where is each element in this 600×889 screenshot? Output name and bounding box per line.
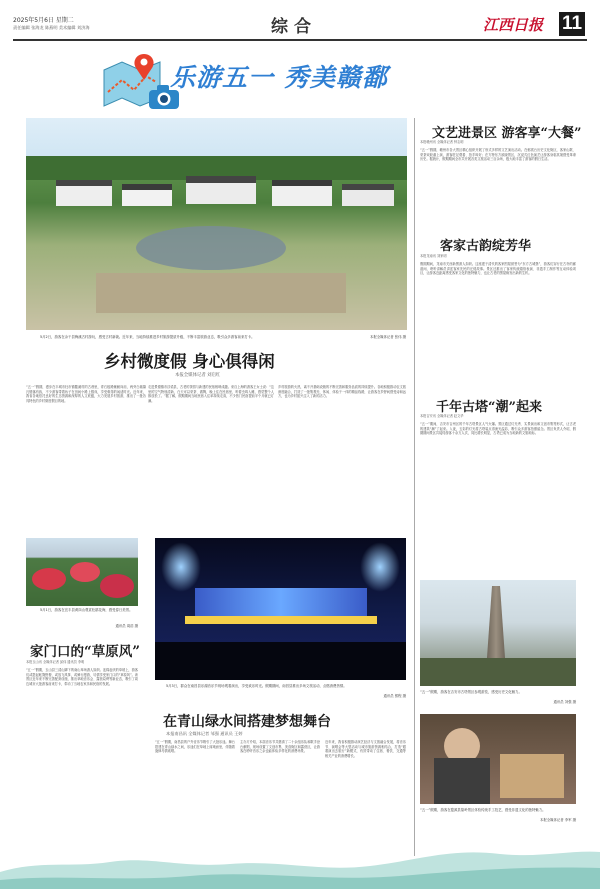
culture-story-title: 文艺进景区 游客享“大餐”	[432, 126, 582, 141]
photo-spotlight	[360, 542, 400, 592]
photo-spotlight	[161, 542, 201, 592]
azalea-photo-credit: 通讯员 周浩 摄	[115, 624, 138, 628]
editor-credits: 责任编辑 张海龙 陈燕明 美术编辑 刘济海	[13, 25, 90, 30]
culture-story-body: “五一”假期，赣州市各大景区精心组织开展了形式多样的文艺演出活动。在郁孤台历史文化街区，客家山歌、采茶戏轮番上演，游客驻足观看、拍手叫好；在方特东方欲晓景区，沉浸式红色演艺让游客身临其境感受革命历史。据统计，假期期间全市共开展各类文旅活动三百余场，极大地丰富了游客的假日生活。	[420, 148, 576, 162]
azalea-photo-caption: 5月1日，游客在宜丰县黄岗山观赏杜鹃花海，感受春日美景。	[40, 608, 133, 612]
photo-house	[272, 180, 332, 206]
lead-story-title: 乡村微度假 身心俱得闲	[104, 352, 275, 371]
tower-story-title: 千年古塔“潮”起来	[436, 400, 542, 415]
stage-story-body-col3: 近年来，我省积极推动演艺经济与文旅融合发展，将音乐节、演唱会等大型活动与城市旅游资源相结合，打造“跟着演出去旅行”新模式，有效带动了住宿、餐饮、交通等相关产业的消费增长。	[325, 740, 406, 758]
craft-photo	[420, 714, 576, 804]
craft-photo-credit: 本报全媒体记者 李军 摄	[539, 818, 576, 822]
tower-story-byline: 本报吉安讯 全媒体记者 赵文华	[420, 414, 464, 418]
stage-story-byline: 本报南昌讯 全媒体记者 邹强 通讯员 王婷	[166, 731, 243, 736]
banner-title: 乐游五一 秀美赣鄱	[170, 63, 388, 92]
hakka-story-byline: 本报龙南讯 刘家明	[420, 254, 447, 258]
issue-date: 2025年5月6日 星期二	[13, 17, 74, 24]
page-number: 11	[559, 12, 585, 36]
photo-house	[186, 176, 256, 204]
photo-ground	[420, 658, 576, 686]
photo-crowd	[155, 642, 406, 680]
photo-flower-cluster	[100, 574, 134, 598]
photo-stage-lights	[185, 616, 377, 624]
photo-craft-work	[500, 754, 564, 798]
photo-ground	[96, 273, 346, 313]
concert-photo-caption: 5月3日，群众在南昌县乐湖音乐节现场观看演出，享受欢乐时光。假期期间，南昌县推出多场文旅活动，点燃消费热情。	[166, 684, 347, 688]
lead-story-body-col1: “五一”假期，漫步在丰城市杜市镇鳌溪村的古巷里，青石板路蜿蜒向前，两旁白墙黛瓦错落有致，不少游客带着孩子在田间小路上嬉戏，享受难得的闲适时光。近年来，我省各地依托良好的生态资源和深厚的人文底蕴，大力发展乡村旅游，推出了一批各具特色的乡村微度假目的地。	[26, 385, 146, 403]
paper-logo: 江西日报	[483, 16, 544, 34]
photo-house	[342, 184, 394, 206]
tower-story-body: “五一”期间，吉安市吉州区的千年古塔景区人气火爆。景区通过灯光秀、实景演出和文创市集等形式，让古老的建筑“潮”了起来。入夜，五彩的灯光将古塔装点得流光溢彩，吸引众多游客拍照留念。景区负责人介绍，假期期间景区共接待游客十余万人次，同比增长明显，古塔已成为当地新的文旅地标。	[420, 422, 576, 436]
photo-plaza	[136, 226, 286, 270]
section-title: 综合	[271, 17, 317, 37]
photo-flower-cluster	[32, 568, 66, 590]
stage-story-title: 在青山绿水间搭建梦想舞台	[163, 714, 331, 730]
tower-photo-credit: 通讯员 刘强 摄	[553, 700, 576, 704]
concert-photo-credit: 通讯员 熊程 摄	[383, 694, 406, 698]
tower-photo	[420, 580, 576, 686]
photo-flower-cluster	[70, 562, 100, 582]
hakka-story-title: 客家古韵绽芳华	[440, 239, 532, 254]
tower-photo-caption: “五一”假期，游客在吉安市古塔景区参观游览，感受历史文化魅力。	[420, 690, 522, 694]
concert-photo	[155, 538, 406, 680]
photo-house	[56, 180, 112, 206]
main-photo-credit: 本报全媒体记者 张伟 摄	[369, 335, 406, 339]
lead-story-byline: 本报全媒体记者 刘启红	[175, 373, 221, 378]
photo-house	[122, 184, 172, 206]
main-photo	[26, 118, 407, 330]
header-rule	[13, 39, 587, 41]
grassland-story-title: 家门口的“草原风”	[30, 644, 141, 660]
hakka-story-body: 假期期间，龙南市关西新围游人如织。这座建于清代的客家围屋被誉为“东方古城堡”，游客们穿行在古朴的廊道间，聆听讲解员讲述客家先民的迁徙故事。景区还推出了客家传统婚俗表演、非遗手工制作等互动体验项目，让游客近距离感受客家文化的独特魅力，也让古老的围屋焕发出新的生机。	[420, 262, 576, 276]
culture-story-byline: 本报赣州讯 全媒体记者 钟志明	[420, 140, 464, 144]
craft-photo-caption: “五一”假期，游客在婺源县篁岭景区体验传统手工技艺，感受非遗文化的独特魅力。	[420, 808, 546, 812]
lead-story-body-col2: 走进景德镇市浮梁县，古老的茶园与新建的民宿相映成趣。来自上海的游客王女士说：“这里的空气特别清新，白天可以采茶、做陶，晚上住在民宿里，听着虫鸣入睡，感觉整个人都放松了。”据了解，假期期间当地民宿入住率持续走高，不少热门民宿提前半个月就已订满。	[148, 385, 274, 403]
main-photo-caption: 5月2日，游客在余干县梅溪古村游玩，感受古村新貌。近年来，当地持续推进乡村旅游提质升级，不断丰富旅游业态，吸引众多游客前来打卡。	[40, 335, 255, 339]
photo-stage-screen	[195, 588, 367, 616]
azalea-photo	[26, 538, 138, 606]
stage-story-body-col1: “五一”假期，南昌县的户外音乐节吸引了大批乐迷。舞台搭建在青山绿水之间，乐迷们在草地上席地而坐，伴随着旋律尽情欢唱。	[155, 740, 235, 754]
stage-story-body-col2: 主办方介绍，本届音乐节共邀请了二十余组乐队和歌手登台献唱，现场设置了文创市集、美食街区和露营区，让游客在聆听音乐之余也能体验多样化的消费场景。	[240, 740, 320, 754]
page-header	[13, 12, 587, 40]
lead-story-body-col3: 乡村旅游的火热，离不开基础设施的不断完善和服务品质的持续提升。各地积极推动农文旅深度融合，打造了一批集观光、休闲、体验于一体的精品线路，让游客在乡野间感受诗和远方，也为乡村振兴注入了新的活力。	[278, 385, 406, 399]
photo-person	[434, 758, 490, 804]
column-divider	[414, 118, 415, 856]
grassland-story-body: “五一”假期，玉山县三清山脚下的南山草场游人如织。连绵起伏的草坡上，游客们或搭起帐篷野餐，或放飞风筝，或骑行漫游，尽情享受家门口的“草原风”。该景区近年来不断完善配套设施，推出草地音乐会、露营烧烤等新业态，吸引了周边城市大批游客前来打卡，带动了当地农家乐和民宿的发展。	[26, 668, 138, 686]
grassland-story-byline: 本报玉山讯 全媒体记者 邱伟 通讯员 李明	[26, 660, 85, 664]
footer-mountain-decoration	[0, 838, 600, 889]
